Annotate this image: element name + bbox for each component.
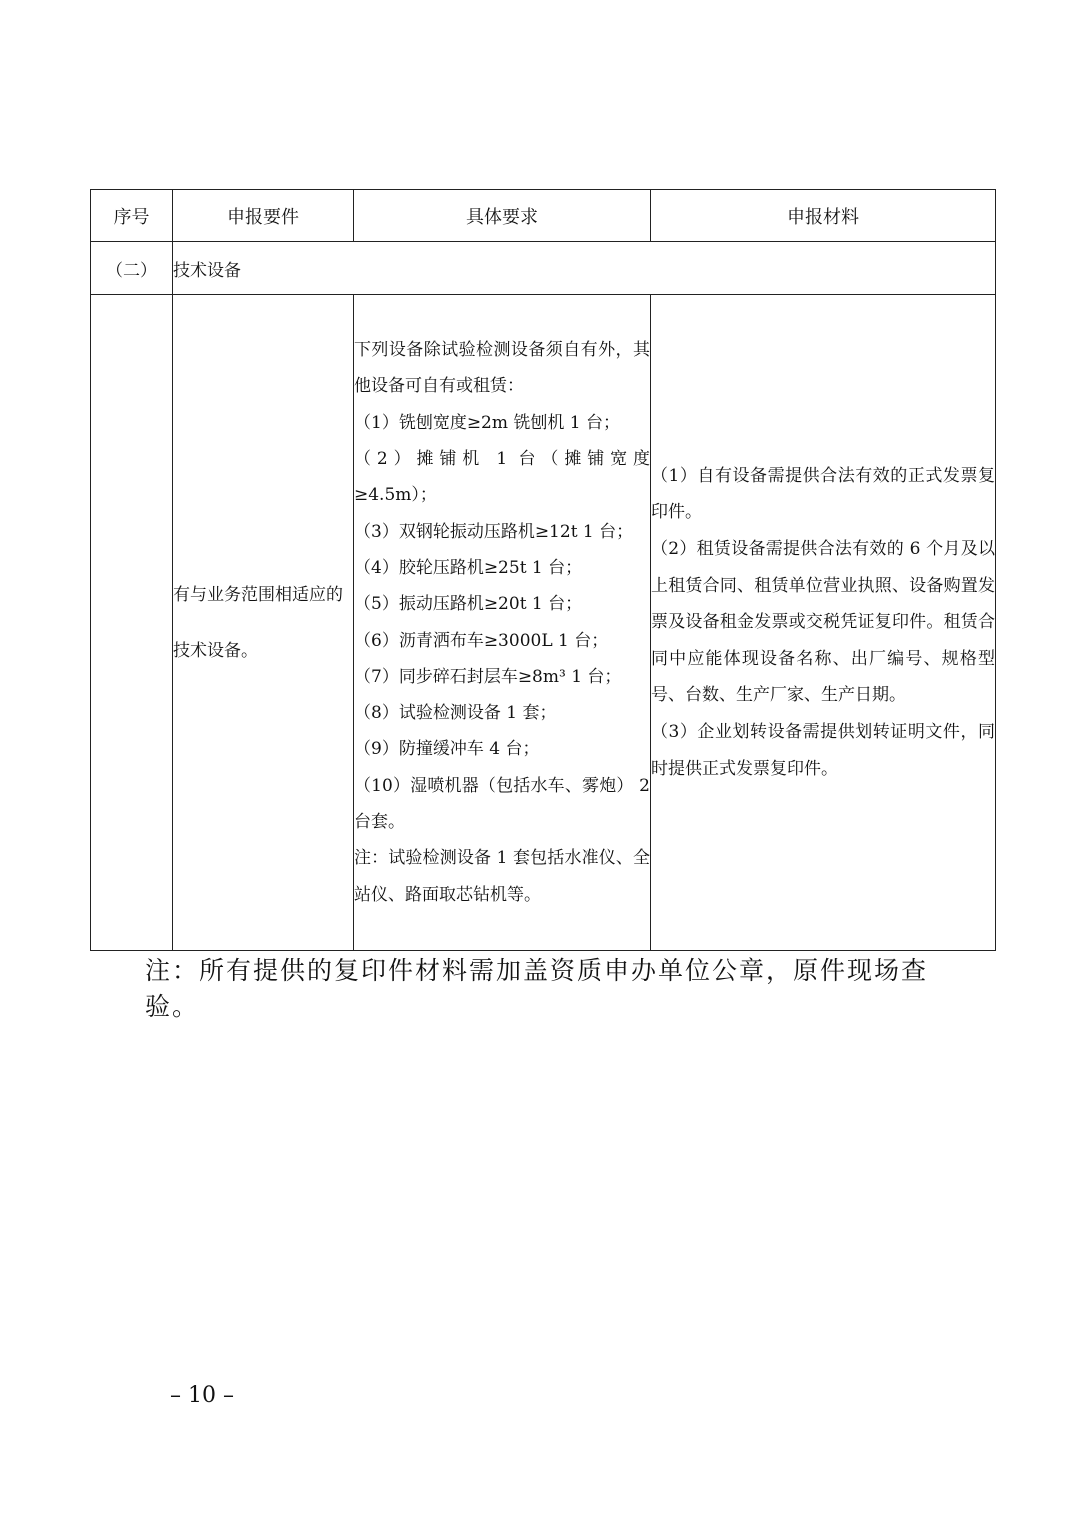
footnote: 注：所有提供的复印件材料需加盖资质申办单位公章，原件现场查验。: [145, 956, 929, 1021]
header-item: 申报要件: [173, 190, 354, 242]
page-number: – 10 –: [170, 1383, 234, 1408]
requirement-line: （8）试验检测设备 1 套；: [354, 703, 557, 724]
header-requirements: 具体要求: [354, 190, 651, 242]
requirement-line: （2）摊铺机 1 台（摊铺宽度≥4.5m）；: [354, 449, 650, 506]
row-requirements: [354, 295, 651, 951]
material-line: （2）租赁设备需提供合法有效的 6 个月及以上租赁合同、租赁单位营业执照、设备购置发票及设备租金发票或交税凭证复印件。租赁合同中应能体现设备名称、出厂编号、规格型号、台数、生产厂家、生产日期。: [651, 539, 995, 706]
requirement-line: （9）防撞缓冲车 4 台；: [354, 739, 540, 760]
table-row: [91, 295, 996, 951]
header-seq: 序号: [91, 190, 173, 242]
requirement-line: （5）振动压路机≥20t 1 台；: [354, 594, 583, 615]
header-materials: 申报材料: [651, 190, 996, 242]
row-seq: [91, 295, 173, 951]
section-title: 技术设备: [173, 242, 996, 295]
requirement-line: （10）湿喷机器（包括水车、雾炮） 2 台套。: [354, 775, 650, 832]
table-header-row: [91, 190, 996, 242]
requirement-note: 注：试验检测设备 1 套包括水准仪、全站仪、路面取芯钻机等。: [354, 848, 650, 905]
requirements-table: [90, 189, 996, 951]
requirement-line: 下列设备除试验检测设备须自有外，其他设备可自有或租赁：: [354, 340, 650, 397]
section-row: [91, 242, 996, 295]
row-materials: [651, 295, 996, 951]
requirement-line: （6）沥青洒布车≥3000L 1 台；: [354, 630, 609, 651]
material-line: （3）企业划转设备需提供划转证明文件，同时提供正式发票复印件。: [651, 721, 995, 779]
requirement-line: （1）铣刨宽度≥2m 铣刨机 1 台；: [354, 412, 621, 433]
material-line: （1）自有设备需提供合法有效的正式发票复印件。: [651, 465, 995, 523]
requirement-line: （7）同步碎石封层车≥8m³ 1 台；: [354, 666, 622, 687]
requirement-line: （4）胶轮压路机≥25t 1 台；: [354, 557, 583, 578]
section-seq: （二）: [91, 242, 173, 295]
requirement-line: （3）双钢轮振动压路机≥12t 1 台；: [354, 521, 634, 542]
row-item: 有与业务范围相适应的技术设备。: [173, 295, 354, 951]
